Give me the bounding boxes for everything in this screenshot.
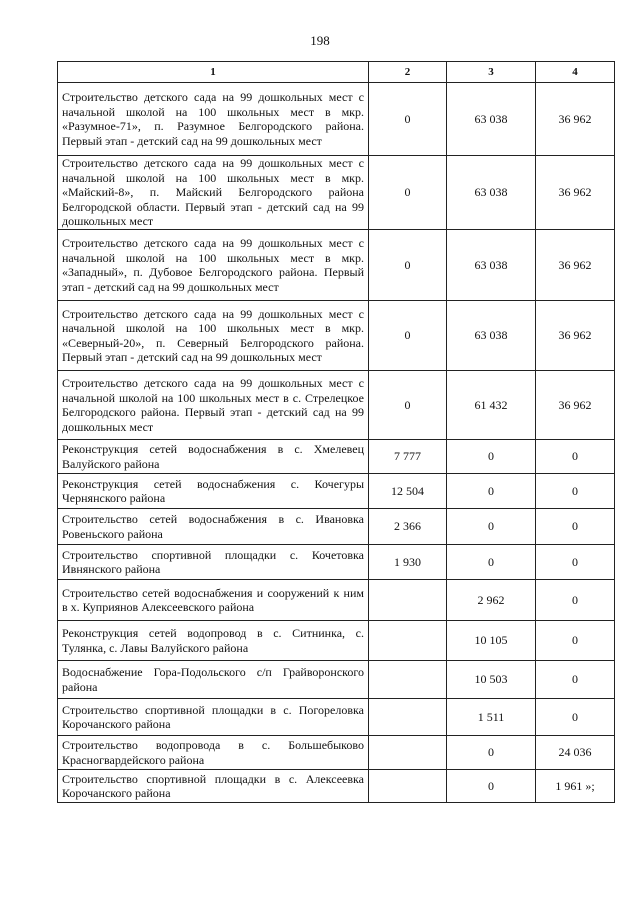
- value-col-4: 36 962: [536, 371, 615, 440]
- project-description: Реконструкция сетей водоснабжения с. Кочегуры Чернянского района: [58, 474, 369, 509]
- value-col-2: 0: [369, 156, 447, 230]
- value-col-3: 2 962: [447, 580, 536, 621]
- value-col-3: 0: [447, 440, 536, 474]
- value-col-3: 0: [447, 474, 536, 509]
- value-col-2: 0: [369, 230, 447, 301]
- value-col-2: [369, 770, 447, 803]
- column-header-3: 3: [447, 62, 536, 83]
- table-row: [58, 580, 615, 621]
- value-col-3: 10 105: [447, 621, 536, 661]
- table-row: [58, 230, 615, 301]
- value-col-4: 0: [536, 580, 615, 621]
- project-description: Строительство спортивной площадки в с. Погореловка Корочанского района: [58, 699, 369, 736]
- value-col-3: 0: [447, 770, 536, 803]
- table-row: [58, 156, 615, 230]
- value-col-3: 0: [447, 545, 536, 580]
- table-row: [58, 661, 615, 699]
- value-col-4: 36 962: [536, 156, 615, 230]
- table-row: [58, 440, 615, 474]
- value-col-4: 36 962: [536, 230, 615, 301]
- value-col-4: 1 961 »;: [536, 770, 615, 803]
- value-col-2: 0: [369, 301, 447, 371]
- project-description: Строительство детского сада на 99 дошкольных мест с начальной школой на 100 школьных мест в мкр. «Майский-8», п. Майский Белгородского района Белгородской области. Первый этап - детский сад на 99 дошкольных мест: [58, 156, 369, 230]
- value-col-2: [369, 580, 447, 621]
- value-col-4: 0: [536, 661, 615, 699]
- value-col-3: 1 511: [447, 699, 536, 736]
- project-description: Строительство сетей водоснабжения в с. Ивановка Ровеньского района: [58, 509, 369, 545]
- table-row: [58, 474, 615, 509]
- table-row: [58, 371, 615, 440]
- value-col-4: 0: [536, 545, 615, 580]
- value-col-4: 0: [536, 474, 615, 509]
- project-description: Строительство водопровода в с. Большебыково Красногвардейского района: [58, 736, 369, 770]
- project-description: Строительство детского сада на 99 дошкольных мест с начальной школой на 100 школьных мест в мкр. «Разумное-71», п. Разумное Белгородского района. Первый этап - детский сад на 99 дошкольных мест: [58, 83, 369, 156]
- value-col-2: [369, 621, 447, 661]
- value-col-2: [369, 736, 447, 770]
- value-col-3: 0: [447, 509, 536, 545]
- column-header-1: 1: [58, 62, 369, 83]
- table-row: [58, 83, 615, 156]
- table-row: [58, 621, 615, 661]
- value-col-2: [369, 661, 447, 699]
- value-col-2: 0: [369, 83, 447, 156]
- project-description: Строительство спортивной площадки с. Кочетовка Ивнянского района: [58, 545, 369, 580]
- budget-table: [57, 61, 615, 803]
- value-col-3: 63 038: [447, 301, 536, 371]
- project-description: Строительство детского сада на 99 дошкольных мест с начальной школой на 100 школьных мест в мкр. «Западный», п. Дубовое Белгородского района. Первый этап - детский сад на 99 дошкольных мест: [58, 230, 369, 301]
- value-col-4: 36 962: [536, 301, 615, 371]
- table-row: [58, 509, 615, 545]
- value-col-3: 63 038: [447, 83, 536, 156]
- value-col-4: 0: [536, 699, 615, 736]
- value-col-2: 7 777: [369, 440, 447, 474]
- value-col-2: 1 930: [369, 545, 447, 580]
- page-number: 198: [310, 33, 330, 48]
- table-row: [58, 770, 615, 803]
- value-col-4: 36 962: [536, 83, 615, 156]
- project-description: Водоснабжение Гора-Подольского с/п Грайворонского района: [58, 661, 369, 699]
- value-col-2: 2 366: [369, 509, 447, 545]
- value-col-4: 0: [536, 509, 615, 545]
- column-header-4: 4: [536, 62, 615, 83]
- value-col-2: [369, 699, 447, 736]
- value-col-3: 61 432: [447, 371, 536, 440]
- table-row: [58, 545, 615, 580]
- project-description: Реконструкция сетей водопровод в с. Ситнинка, с. Тулянка, с. Лавы Валуйского района: [58, 621, 369, 661]
- project-description: Строительство сетей водоснабжения и сооружений к ним в х. Куприянов Алексеевского района: [58, 580, 369, 621]
- value-col-4: 24 036: [536, 736, 615, 770]
- project-description: Реконструкция сетей водоснабжения в с. Хмелевец Валуйского района: [58, 440, 369, 474]
- project-description: Строительство детского сада на 99 дошкольных мест с начальной школой на 100 школьных мест в с. Стрелецкое Белгородского района. Первый этап - детский сад на 99 дошкольных мест: [58, 371, 369, 440]
- value-col-3: 63 038: [447, 156, 536, 230]
- column-header-2: 2: [369, 62, 447, 83]
- project-description: Строительство детского сада на 99 дошкольных мест с начальной школой на 100 школьных мест в мкр. «Северный-20», п. Северный Белгородского района. Первый этап - детский сад на 99 дошкольных мест: [58, 301, 369, 371]
- table-header-row: [58, 62, 615, 83]
- table-row: [58, 699, 615, 736]
- value-col-3: 10 503: [447, 661, 536, 699]
- project-description: Строительство спортивной площадки в с. Алексеевка Корочанского района: [58, 770, 369, 803]
- value-col-3: 0: [447, 736, 536, 770]
- value-col-2: 12 504: [369, 474, 447, 509]
- table-row: [58, 301, 615, 371]
- value-col-2: 0: [369, 371, 447, 440]
- value-col-4: 0: [536, 621, 615, 661]
- value-col-3: 63 038: [447, 230, 536, 301]
- table-row: [58, 736, 615, 770]
- value-col-4: 0: [536, 440, 615, 474]
- table-body: [58, 83, 615, 803]
